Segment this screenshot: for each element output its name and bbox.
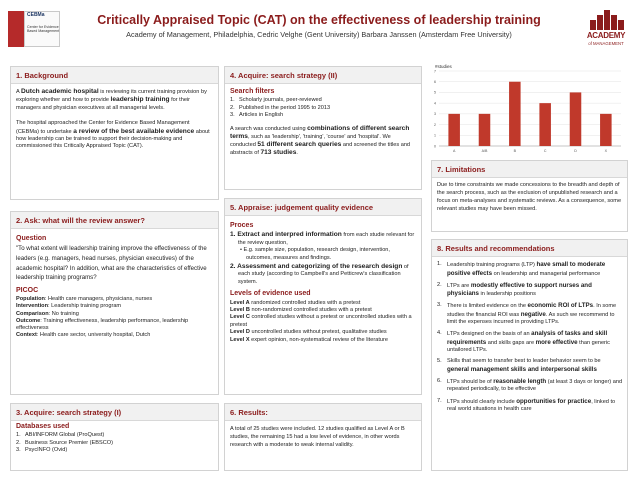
levels-list xyxy=(230,300,417,344)
recommendations-heading: 8. Results and recommendations xyxy=(432,240,627,257)
recommendations-panel xyxy=(431,239,628,471)
recommendation-item: 1. Leadership training programs (LTP) have small to moderate positive effects on leadership and managerial performance xyxy=(437,261,606,277)
poster-title: Critically Appraised Topic (CAT) on the effectiveness of leadership training xyxy=(97,13,541,27)
chart-bar xyxy=(570,92,582,146)
level-item: Level X expert opinion, non-systematical review of the literature xyxy=(230,336,388,343)
y-tick-label: 0 xyxy=(434,144,436,149)
x-tick-label: A xyxy=(452,149,456,153)
process-step-2: 2. Assessment and categorizing of the research design of each study (according to Campbell's and Petticrew's classification system. xyxy=(230,263,409,285)
acquire-1-heading: 3. Acquire: search strategy (I) xyxy=(11,404,218,421)
acquire-search-strategy-1-panel xyxy=(10,403,219,471)
level-item: Level D uncontrolled studies without pretest, qualitative studies xyxy=(230,329,387,336)
results-heading: 6. Results: xyxy=(225,404,421,421)
limitations-heading: 7. Limitations xyxy=(432,161,627,178)
background-panel xyxy=(10,66,219,200)
chart-bar xyxy=(509,82,521,146)
academy-logo-title: ACADEMY xyxy=(586,31,626,40)
databases-list xyxy=(16,432,214,454)
poster-header xyxy=(0,0,638,58)
y-tick-label: 7 xyxy=(434,69,436,74)
recommendation-item: 4. LTPs designed on the basis of an analysis of tasks and skill requirements and skills gaps are more effective than generic untailored LTPs. xyxy=(437,330,610,354)
list-item: 3. PsycINFO (Ovid) xyxy=(16,447,68,454)
background-heading: 1. Background xyxy=(11,67,218,84)
academy-of-management-logo xyxy=(582,8,630,54)
appraise-panel xyxy=(224,198,422,395)
acquire-search-strategy-2-panel xyxy=(224,66,422,190)
ask-heading: 2. Ask: what will the review answer? xyxy=(11,212,218,229)
recommendations-list xyxy=(437,261,623,417)
academy-logo-subtitle: of MANAGEMENT xyxy=(588,41,624,46)
recommendation-item: 6. LTPs should be of reasonable length (at least 3 days or longer) and repeated periodically, to be effective xyxy=(437,377,623,393)
appraise-heading: 5. Appraise: judgement quality evidence xyxy=(225,199,421,216)
picoc-item: Outcome: Training effectiveness, leadership performance, leadership effectiveness xyxy=(16,317,189,331)
acquire-2-heading: 4. Acquire: search strategy (II) xyxy=(225,67,421,84)
results-text: A total of 25 studies were included. 12 studies qualified as Level A or B studies, the remaining 15 had a low level of evidence, in other words research with a moderate to weak internal validity. xyxy=(230,426,405,448)
level-item: Level A randomized controlled studies with a pretest xyxy=(230,299,361,306)
list-item: 2. Business Source Premier (EBSCO) xyxy=(16,439,113,446)
list-item: 2. Published in the period 1995 to 2013 xyxy=(230,104,331,111)
y-tick-label: 3 xyxy=(434,112,436,117)
chart-bar xyxy=(479,114,491,146)
search-filters-list xyxy=(230,97,417,119)
y-tick-label: 5 xyxy=(434,90,436,95)
level-item: Level B non-randomized controlled studies with a pretest xyxy=(230,307,372,314)
review-question: "To what extent will leadership training improve the effectiveness of the leaders (e.g. managers, head nurses, physician executives) of the academic hospital? In addition, what are the characteristics of effective leadership training programs? xyxy=(16,245,207,282)
levels-label: Levels of evidence used xyxy=(230,290,311,298)
results-panel xyxy=(224,403,422,471)
recommendation-item: 2. LTPs are modestly effective to support nurses and physicians in leadership positions xyxy=(437,281,592,298)
picoc-item: Intervention: Leadership training program xyxy=(16,303,122,310)
cebma-logo-title: CEBMa xyxy=(27,12,45,18)
search-filters-label: Search filters xyxy=(230,88,275,95)
recommendation-item: 3. There is limited evidence on the economic ROI of LTPs. In some studies the financial ROI was negative. As such we recommend to limit the expenses incurred in providing LTPs. xyxy=(437,302,617,326)
chart-bar xyxy=(448,114,460,146)
background-paragraph-2: The hospital approached the Center for Evidence Based Management (CEBMa) to undertake a review of the best available evidence about how leadership can be trained to support their decision-making and commissioned this Critically Appraised Topic (CAT). xyxy=(16,120,210,150)
x-tick-label: C xyxy=(543,149,547,153)
x-tick-label: X xyxy=(604,149,608,153)
picoc-label: PICOC xyxy=(16,286,39,294)
picoc-item: Comparison: No training xyxy=(16,310,79,317)
databases-label: Databases used xyxy=(16,423,70,430)
limitations-panel xyxy=(431,160,628,232)
y-tick-label: 2 xyxy=(434,122,436,127)
process-label: Proces xyxy=(230,222,254,229)
search-description: A search was conducted using combinations of different search terms, such as 'leadership', 'training', 'course' and 'hospital'. We conducted 51 different search queries and screened the titles and abstracts of 713 studies. xyxy=(230,124,411,156)
cebma-logo-subtitle: Center for Evidence Based Management xyxy=(27,25,60,34)
cebma-logo xyxy=(8,11,60,49)
y-tick-label: 6 xyxy=(434,80,436,85)
chart-title: #studies xyxy=(435,64,452,69)
list-item: 3. Articles in English xyxy=(230,112,284,119)
process-step-1-bullet: • E.g. sample size, population, research design, intervention, outcomes, measures and findings. xyxy=(240,247,390,261)
picoc-item: Population: Health care managers, physicians, nurses xyxy=(16,296,153,303)
x-tick-label: B xyxy=(513,149,517,153)
ask-panel xyxy=(10,211,219,395)
question-label: Question xyxy=(16,235,47,242)
process-step-1: 1. Extract and interpred information from each studie relevant for the review question, xyxy=(230,231,415,246)
y-tick-label: 1 xyxy=(434,133,436,138)
x-tick-label: A/B xyxy=(481,149,488,153)
chart-bar xyxy=(539,103,551,146)
studies-bar-chart xyxy=(427,62,627,157)
x-tick-label: D xyxy=(574,149,577,153)
list-item: 1. ABI/INFORM Global (ProQuest) xyxy=(16,432,105,439)
chart-svg xyxy=(427,62,627,157)
y-tick-label: 4 xyxy=(434,101,436,106)
picoc-item: Context: Health care sector, university hospital, Dutch xyxy=(16,332,151,339)
list-item: 1. Scholarly journals, peer-reviewed xyxy=(230,97,322,104)
background-paragraph-1: A Dutch academic hospital is reviewing its current training provision by exploring whether and how to provide leadership training for their managers and physician executives at all managerial levels. xyxy=(16,88,207,111)
limitations-text: Due to time constraints we made concessions to the breadth and depth of the search process, such as the exclusion of unpublished research and a focus on meta-analyses and systematic reviews. As a consequence, some relevant studies may have been missed. xyxy=(437,182,622,212)
recommendation-item: 5. Skills that seem to transfer best to leader behavior seem to be general management skills and interpersonal skills xyxy=(437,358,601,373)
chart-bar xyxy=(600,114,612,146)
recommendation-item: 7. LTPs should clearly include opportunities for practice, linked to real world situations in health care xyxy=(437,397,616,413)
level-item: Level C controlled studies without a pretest or uncontrolled studies with a pretest xyxy=(230,314,412,328)
picoc-list xyxy=(16,296,214,339)
poster-subtitle: Academy of Management, Philadelphia, Cedric Velghe (Gent University) Barbara Janssen (Amsterdam Free University) xyxy=(126,30,512,39)
